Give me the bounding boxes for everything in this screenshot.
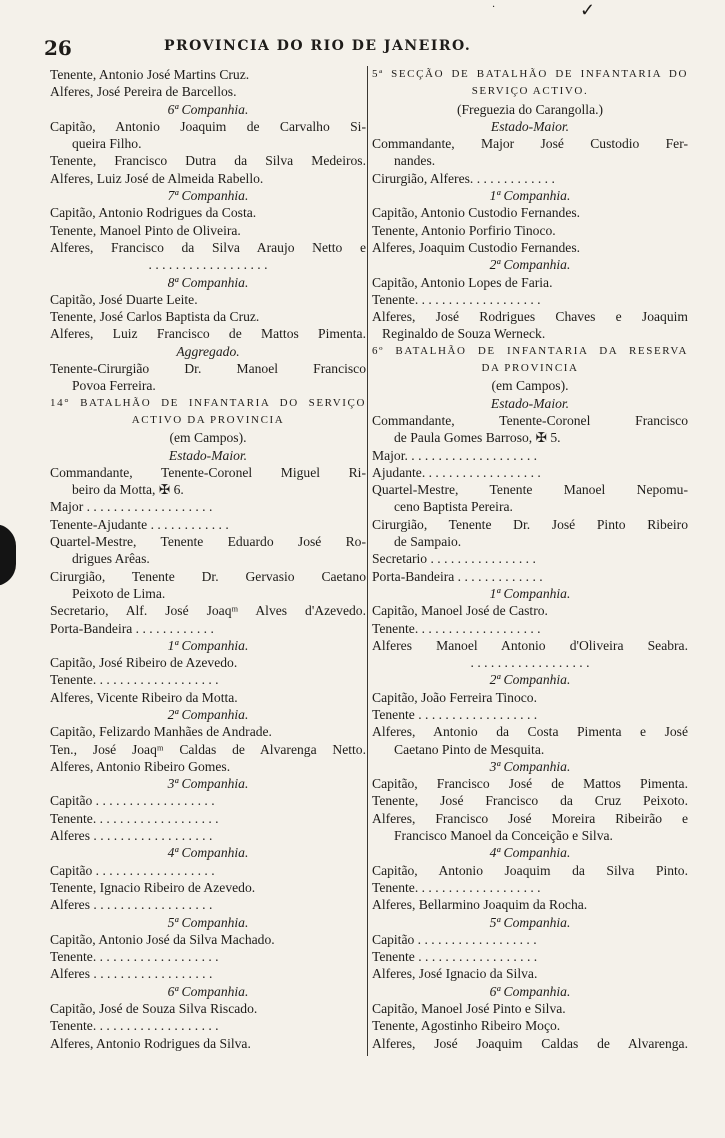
- section-heading: Estado-Maior.: [490, 118, 570, 134]
- text-line: Tenente. . . . . . . . . . . . . . . . . . .: [50, 949, 219, 965]
- battalion-heading: 6º BATALHÃO DE INFANTARIA DA RESERVA: [372, 344, 688, 357]
- text-line: Secretario, Alf. José Joaqᵐ Alves d'Azevedo.: [50, 603, 366, 619]
- text-line: Capitão, Manoel José de Castro.: [372, 603, 548, 619]
- text-line: Capitão, João Ferreira Tinoco.: [372, 689, 537, 705]
- text-line: Tenente, Francisco Dutra da Silva Medeiros.: [50, 153, 366, 169]
- text-line: Commandante, Major José Custodio Fer-: [372, 136, 688, 152]
- text-line: (Freguezia do Carangolla.): [456, 101, 604, 117]
- text-line: Commandante, Tenente-Coronel Francisco: [372, 412, 688, 428]
- right-column: [372, 66, 688, 1052]
- text-line: Tenente-Ajudante . . . . . . . . . . . .: [50, 516, 229, 532]
- text-line: de Paula Gomes Barroso, ✠ 5.: [394, 430, 561, 446]
- section-heading: Aggregado.: [176, 343, 240, 359]
- text-line: Alferes, Antonio Rodrigues da Silva.: [50, 1035, 251, 1051]
- text-line: ceno Baptista Pereira.: [394, 499, 513, 515]
- text-line: Capitão . . . . . . . . . . . . . . . . . .: [50, 793, 215, 809]
- text-line: beiro da Motta, ✠ 6.: [72, 482, 184, 498]
- text-line: Alferes, Antonio da Costa Pimenta e José: [372, 724, 688, 740]
- text-line: Alferes Manoel Antonio d'Oliveira Seabra.: [372, 637, 688, 653]
- text-line: Major. . . . . . . . . . . . . . . . . . . .: [372, 447, 538, 463]
- section-heading: 7ª Companhia.: [167, 188, 249, 204]
- section-heading: 5ª Companhia.: [167, 914, 249, 930]
- text-line: Porta-Bandeira . . . . . . . . . . . .: [50, 620, 214, 636]
- text-line: Alferes, José Ignacio da Silva.: [372, 966, 538, 982]
- section-heading: 1ª Companhia.: [489, 585, 571, 601]
- section-heading: 3ª Companhia.: [489, 758, 571, 774]
- text-line: Alferes, Bellarmino Joaquim da Rocha.: [372, 897, 588, 913]
- text-line: Capitão, Antonio Rodrigues da Costa.: [50, 205, 257, 221]
- section-heading: 2ª Companhia.: [489, 257, 571, 273]
- top-dot-mark: ·: [492, 2, 496, 13]
- text-line: Tenente, Manoel Pinto de Oliveira.: [50, 222, 241, 238]
- section-heading: 2ª Companhia.: [167, 706, 249, 722]
- text-line: Ten., José Joaqᵐ Caldas de Alvarenga Netto.: [50, 741, 366, 757]
- text-line: Quartel-Mestre, Tenente Eduardo José Ro-: [50, 534, 366, 550]
- text-line: Alferes, José Pereira de Barcellos.: [50, 84, 237, 100]
- text-line: Quartel-Mestre, Tenente Manoel Nepomu-: [372, 482, 688, 498]
- text-line: . . . . . . . . . . . . . . . . . .: [148, 257, 268, 273]
- text-line: Tenente. . . . . . . . . . . . . . . . . . .: [372, 291, 541, 307]
- text-line: Capitão . . . . . . . . . . . . . . . . . .: [50, 862, 215, 878]
- text-line: Capitão, Manoel José Pinto e Silva.: [372, 1001, 566, 1017]
- text-line: Cirurgião, Alferes. . . . . . . . . . . . .: [372, 170, 555, 186]
- text-line: Tenente-Cirurgião Dr. Manoel Francisco: [50, 361, 366, 377]
- section-heading: 6ª Companhia.: [167, 983, 249, 999]
- text-line: Tenente. . . . . . . . . . . . . . . . . . .: [50, 1018, 219, 1034]
- section-heading: 2ª Companhia.: [489, 672, 571, 688]
- text-line: Alferes, Vicente Ribeiro da Motta.: [50, 689, 238, 705]
- text-line: Tenente, José Carlos Baptista da Cruz.: [50, 309, 260, 325]
- text-line: (em Campos).: [169, 430, 247, 446]
- text-line: Alferes, José Joaquim Caldas de Alvarenga.: [372, 1035, 688, 1051]
- text-line: Tenente, Antonio Porfirio Tinoco.: [372, 222, 556, 238]
- text-line: Tenente, Antonio José Martins Cruz.: [50, 67, 250, 82]
- section-heading: Estado-Maior.: [168, 447, 248, 463]
- text-line: Major . . . . . . . . . . . . . . . . . . .: [50, 499, 213, 515]
- text-line: Commandante, Tenente-Coronel Miguel Ri-: [50, 464, 366, 480]
- section-heading: 1ª Companhia.: [167, 637, 249, 653]
- text-line: Tenente. . . . . . . . . . . . . . . . . . .: [372, 620, 541, 636]
- text-line: Tenente. . . . . . . . . . . . . . . . . . .: [50, 672, 219, 688]
- section-heading: 1ª Companhia.: [489, 188, 571, 204]
- text-line: Alferes, Antonio Ribeiro Gomes.: [50, 758, 231, 774]
- text-line: Alferes . . . . . . . . . . . . . . . . . .: [50, 828, 213, 844]
- battalion-heading: 5ª SECÇÃO DE BATALHÃO DE INFANTARIA DO: [372, 68, 688, 80]
- text-line: Capitão, José de Souza Silva Riscado.: [50, 1001, 258, 1017]
- section-heading: 4ª Companhia.: [167, 845, 249, 861]
- text-line: (em Campos).: [491, 378, 569, 394]
- text-line: Peixoto de Lima.: [72, 585, 166, 601]
- section-heading: 4ª Companhia.: [489, 845, 571, 861]
- text-line: Tenente . . . . . . . . . . . . . . . . . .: [372, 949, 538, 965]
- text-line: Tenente, Agostinho Ribeiro Moço.: [372, 1018, 561, 1034]
- page-number: 26: [44, 36, 72, 60]
- text-line: nandes.: [394, 153, 436, 169]
- battalion-heading: ACTIVO DA PROVINCIA: [131, 413, 285, 426]
- page-header: [44, 36, 684, 60]
- battalion-heading: 14° BATALHÃO DE INFANTARIA DO SERVIÇO: [50, 396, 366, 409]
- text-line: Alferes, José Rodrigues Chaves e Joaquim: [372, 309, 688, 325]
- battalion-heading: SERVIÇO ACTIVO.: [471, 85, 589, 98]
- text-line: Alferes, Luiz José de Almeida Rabello.: [50, 170, 264, 186]
- text-line: Alferes . . . . . . . . . . . . . . . . . .: [50, 897, 213, 913]
- section-heading: 8ª Companhia.: [167, 274, 249, 290]
- text-line: Tenente, José Francisco da Cruz Peixoto.: [372, 793, 688, 809]
- text-line: queira Filho.: [72, 136, 142, 152]
- text-line: Alferes, Francisco da Silva Araujo Netto e: [50, 239, 366, 255]
- text-line: Tenente . . . . . . . . . . . . . . . . . .: [372, 706, 538, 722]
- text-line: . . . . . . . . . . . . . . . . . .: [470, 655, 590, 671]
- text-line: Secretario . . . . . . . . . . . . . . . .: [372, 551, 536, 567]
- text-line: de Sampaio.: [394, 534, 462, 550]
- text-line: Cirurgião, Tenente Dr. José Pinto Ribeiro: [372, 516, 688, 532]
- text-line: Capitão, Antonio José da Silva Machado.: [50, 931, 275, 947]
- binding-clip-mark: [0, 524, 16, 586]
- text-line: Alferes, Luiz Francisco de Mattos Pimenta.: [50, 326, 366, 342]
- battalion-heading: DA PROVINCIA: [481, 362, 579, 375]
- text-line: Tenente. . . . . . . . . . . . . . . . . . .: [372, 879, 541, 895]
- text-line: Caetano Pinto de Mesquita.: [394, 741, 545, 757]
- text-line: Tenente. . . . . . . . . . . . . . . . . . .: [50, 810, 219, 826]
- section-heading: 3ª Companhia.: [167, 776, 249, 792]
- text-line: drigues Arêas.: [72, 551, 150, 567]
- section-heading: Estado-Maior.: [490, 395, 570, 411]
- check-mark-icon: ✓: [580, 0, 596, 21]
- left-column: [50, 66, 366, 1052]
- text-line: Alferes, Francisco José Moreira Ribeirão e: [372, 810, 688, 826]
- text-line: Tenente, Ignacio Ribeiro de Azevedo.: [50, 879, 256, 895]
- text-line: Capitão, José Ribeiro de Azevedo.: [50, 655, 238, 671]
- text-line: Ajudante. . . . . . . . . . . . . . . . . .: [372, 464, 541, 480]
- section-heading: 6ª Companhia.: [489, 983, 571, 999]
- running-title: PROVINCIA DO RIO DE JANEIRO.: [164, 38, 472, 54]
- text-line: Francisco Manoel da Conceição e Silva.: [394, 828, 613, 844]
- text-line: Capitão, José Duarte Leite.: [50, 291, 198, 307]
- text-line: Capitão, Antonio Joaquim da Silva Pinto.: [372, 862, 688, 878]
- text-line: Alferes, Joaquim Custodio Fernandes.: [372, 239, 581, 255]
- column-divider: [367, 66, 368, 1056]
- text-line: Capitão, Antonio Lopes de Faria.: [372, 274, 553, 290]
- text-line: Capitão, Antonio Joaquim de Carvalho Si-: [50, 118, 366, 134]
- text-line: Capitão, Antonio Custodio Fernandes.: [372, 205, 581, 221]
- text-line: Alferes . . . . . . . . . . . . . . . . . .: [50, 966, 213, 982]
- text-line: Capitão, Francisco José de Mattos Pimenta.: [372, 776, 688, 792]
- text-line: Capitão, Felizardo Manhães de Andrade.: [50, 724, 272, 740]
- text-line: Capitão . . . . . . . . . . . . . . . . . .: [372, 931, 537, 947]
- text-line: Porta-Bandeira . . . . . . . . . . . . .: [372, 568, 543, 584]
- section-heading: 6ª Companhia.: [167, 101, 249, 117]
- section-heading: 5ª Companhia.: [489, 914, 571, 930]
- text-line: Cirurgião, Tenente Dr. Gervasio Caetano: [50, 568, 366, 584]
- text-line: Reginaldo de Souza Werneck.: [382, 326, 546, 342]
- text-line: Povoa Ferreira.: [72, 378, 156, 394]
